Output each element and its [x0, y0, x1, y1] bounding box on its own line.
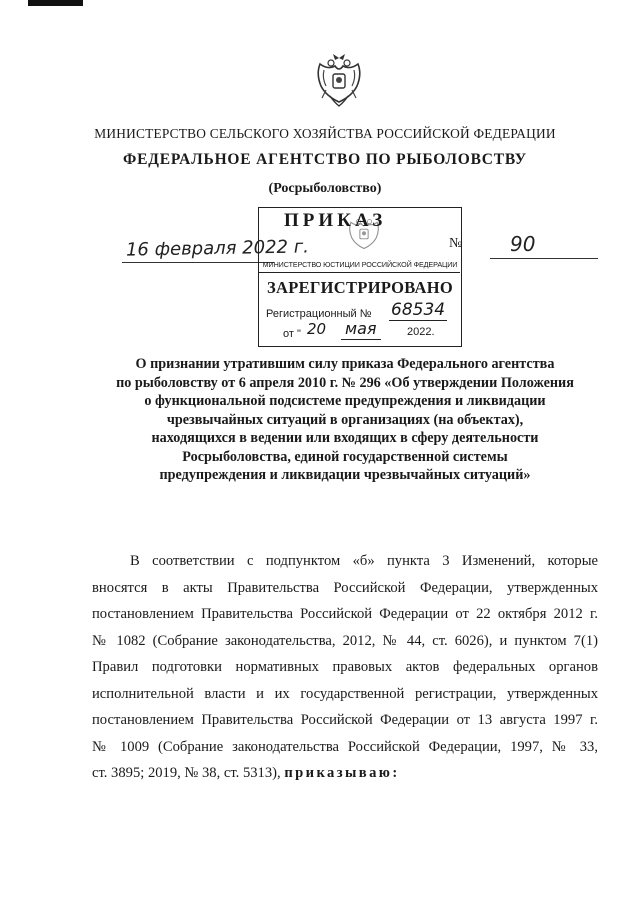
- ministry-name: МИНИСТЕРСТВО СЕЛЬСКОГО ХОЗЯЙСТВА РОССИЙСКОЙ ФЕДЕРАЦИИ: [94, 126, 556, 141]
- order-number: 90: [510, 232, 536, 256]
- stamp-ministry: МИНИСТЕРСТВО ЮСТИЦИИ РОССИЙСКОЙ ФЕДЕРАЦИИ: [262, 260, 458, 269]
- subject-line: чрезвычайных ситуаций в организациях (на объектах),: [166, 411, 524, 428]
- scan-edge-mark: [28, 0, 83, 6]
- stamp-year: 2022.: [407, 326, 435, 338]
- subject-line: Росрыболовства, единой государственной системы: [182, 448, 508, 465]
- subject-line: находящихся в ведении или входящих в сферу деятельности: [151, 430, 539, 446]
- stamp-from-label: от ": [283, 328, 301, 340]
- body-line: постановлением Правительства Российской Федерации от 22 октября 2012 г.: [92, 606, 598, 622]
- subject-line: предупреждения и ликвидации чрезвычайных ситуаций»: [159, 467, 531, 483]
- agency-name: ФЕДЕРАЛЬНОЕ АГЕНТСТВО ПО РЫБОЛОВСТВУ: [123, 151, 527, 168]
- stamp-month: мая: [341, 319, 381, 340]
- stamp-registered: ЗАРЕГИСТРИРОВАНО: [266, 278, 454, 297]
- stamp-reg-label: Регистрационный №: [266, 308, 372, 320]
- order-subject: [80, 355, 610, 485]
- number-underline: [490, 258, 598, 259]
- order-date: 16 февраля 2022 г.: [125, 236, 310, 261]
- body-line: № 1082 (Собрание законодательства, 2012, № 44, ст. 6026), и пунктом 7(1): [92, 632, 598, 649]
- body-line: вносятся в акты Правительства Российской Федерации, утвержденных: [92, 579, 598, 596]
- order-body: [92, 548, 598, 787]
- subject-line: О признании утратившим силу приказа Федерального агентства: [135, 356, 555, 372]
- stamp-divider: [259, 272, 460, 273]
- coat-of-arms-icon: [312, 52, 366, 110]
- subject-line: по рыболовству от 6 апреля 2010 г. № 296 «Об утверждении Положения: [116, 374, 574, 391]
- body-line: Правил подготовки нормативных правовых актов федеральных органов: [92, 659, 598, 675]
- order-title: ПРИКАЗ: [284, 210, 387, 231]
- subject-line: о функциональной подсистеме предупреждения и ликвидации: [144, 393, 546, 409]
- stamp-reg-number: 68534: [391, 300, 446, 320]
- order-word: приказываю:: [284, 765, 400, 781]
- body-line: исполнительной власти и их государственной регистрации, утвержденных: [92, 685, 598, 702]
- order-number-sign: №: [449, 236, 463, 251]
- body-last-line-text: ст. 3895; 2019, № 38, ст. 5313),: [92, 765, 281, 781]
- date-underline: [122, 262, 274, 263]
- body-line: В соответствии с подпунктом «б» пункта 3 Изменений, которые: [130, 553, 598, 569]
- body-line: № 1009 (Собрание законодательства Российской Федерации, 1997, № 33,: [92, 738, 598, 755]
- body-last-line: [92, 760, 598, 787]
- body-line: постановлением Правительства Российской Федерации от 13 августа 1997 г.: [92, 712, 598, 728]
- agency-short-name: (Росрыболовство): [268, 181, 382, 196]
- stamp-day: 20: [307, 320, 327, 338]
